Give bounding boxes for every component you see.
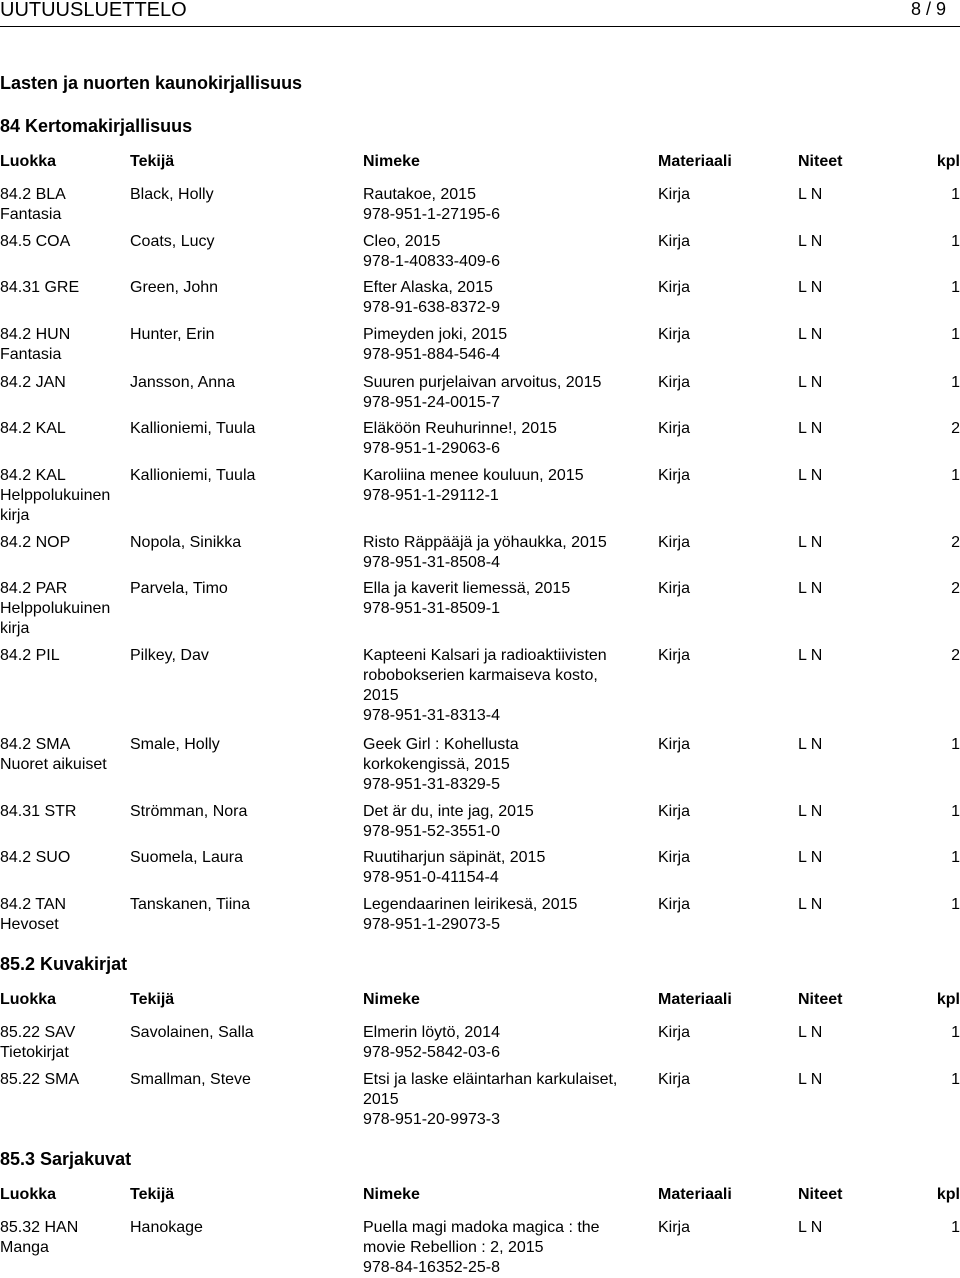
luokka-line: kirja [0, 620, 30, 637]
luokka-line: 85.32 HAN [0, 1219, 79, 1236]
cell-tekija: Strömman, Nora [130, 803, 248, 820]
luokka-line: 85.22 SMA [0, 1071, 80, 1088]
cell-luokka [0, 373, 128, 393]
column-header-kpl: kpl [936, 153, 960, 170]
cell-tekija: Parvela, Timo [130, 580, 228, 597]
cell-nimeke [363, 646, 653, 726]
luokka-line: Nuoret aikuiset [0, 756, 107, 773]
cell-luokka [0, 533, 128, 553]
cell-niteet: L N [798, 467, 823, 484]
table-row [0, 579, 960, 637]
table-row [0, 735, 960, 793]
cell-luokka [0, 419, 128, 439]
column-header-kpl: kpl [936, 1186, 960, 1203]
nimeke-line: 978-951-1-29073-5 [363, 916, 500, 933]
nimeke-line: 978-91-638-8372-9 [363, 299, 500, 316]
cell-niteet: L N [798, 736, 823, 753]
table-row [0, 1023, 960, 1061]
nimeke-line: 978-951-31-8313-4 [363, 707, 500, 724]
nimeke-line: korkokengissä, 2015 [363, 756, 510, 773]
luokka-line: 84.2 SUO [0, 849, 71, 866]
nimeke-line: Det är du, inte jag, 2015 [363, 803, 534, 820]
luokka-line: 84.5 COA [0, 233, 71, 250]
cell-tekija: Hunter, Erin [130, 326, 215, 343]
nimeke-line: 978-84-16352-25-8 [363, 1259, 500, 1276]
nimeke-line: Risto Räppääjä ja yöhaukka, 2015 [363, 534, 607, 551]
table-row [0, 419, 960, 457]
nimeke-line: 978-951-1-29112-1 [363, 487, 499, 504]
cell-nimeke [363, 895, 653, 935]
luokka-line: 84.2 KAL [0, 467, 66, 484]
table-row [0, 373, 960, 411]
cell-luokka [0, 278, 128, 298]
nimeke-line: Ella ja kaverit liemessä, 2015 [363, 580, 571, 597]
cell-kpl: 1 [951, 803, 960, 820]
table-row [0, 646, 960, 724]
cell-tekija: Coats, Lucy [130, 233, 215, 250]
cell-niteet: L N [798, 1219, 823, 1236]
section-title: 85.2 Kuvakirjat [0, 954, 128, 974]
nimeke-line: Suuren purjelaivan arvoitus, 2015 [363, 374, 602, 391]
column-header-luokka: Luokka [0, 1186, 57, 1203]
cell-kpl: 1 [951, 736, 960, 753]
luokka-line: 84.2 BLA [0, 186, 66, 203]
nimeke-line: Elmerin löytö, 2014 [363, 1024, 500, 1041]
nimeke-line: Cleo, 2015 [363, 233, 441, 250]
cell-niteet: L N [798, 534, 823, 551]
nimeke-line: 978-951-52-3551-0 [363, 823, 500, 840]
cell-niteet: L N [798, 233, 823, 250]
nimeke-line: Geek Girl : Kohellusta [363, 736, 519, 753]
cell-niteet: L N [798, 896, 823, 913]
nimeke-line: Eläköön Reuhurinne!, 2015 [363, 420, 557, 437]
luokka-line: 84.2 NOP [0, 534, 71, 551]
cell-materiaali: Kirja [658, 580, 691, 597]
cell-tekija: Smallman, Steve [130, 1071, 251, 1088]
nimeke-line: Efter Alaska, 2015 [363, 279, 493, 296]
luokka-line: 84.2 KAL [0, 420, 66, 437]
table-row [0, 848, 960, 886]
cell-materiaali: Kirja [658, 849, 691, 866]
cell-materiaali: Kirja [658, 534, 691, 551]
luokka-line: Tietokirjat [0, 1044, 69, 1061]
cell-materiaali: Kirja [658, 647, 691, 664]
luokka-line: 85.22 SAV [0, 1024, 76, 1041]
header-divider [0, 26, 960, 27]
cell-luokka [0, 1070, 128, 1090]
cell-niteet: L N [798, 279, 823, 296]
table-row [0, 185, 960, 223]
cell-nimeke [363, 533, 653, 573]
cell-kpl: 1 [951, 186, 960, 203]
cell-luokka [0, 802, 128, 822]
cell-kpl: 1 [951, 1219, 960, 1236]
cell-tekija: Jansson, Anna [130, 374, 235, 391]
cell-nimeke [363, 1023, 653, 1063]
page-number: 8 / 9 [910, 0, 946, 19]
column-header-tekija: Tekijä [130, 153, 175, 170]
cell-luokka [0, 232, 128, 252]
cell-niteet: L N [798, 647, 823, 664]
cell-materiaali: Kirja [658, 803, 691, 820]
cell-nimeke [363, 278, 653, 318]
cell-niteet: L N [798, 326, 823, 343]
cell-niteet: L N [798, 1071, 823, 1088]
cell-niteet: L N [798, 1024, 823, 1041]
luokka-line: 84.2 TAN [0, 896, 67, 913]
nimeke-line: 2015 [363, 1091, 399, 1108]
nimeke-line: 2015 [363, 687, 399, 704]
nimeke-line: 978-951-1-27195-6 [363, 206, 500, 223]
cell-nimeke [363, 1070, 653, 1130]
column-header-niteet: Niteet [798, 991, 843, 1008]
nimeke-line: movie Rebellion : 2, 2015 [363, 1239, 544, 1256]
cell-materiaali: Kirja [658, 186, 691, 203]
luokka-line: Helppolukuinen [0, 600, 111, 617]
nimeke-line: 978-951-20-9973-3 [363, 1111, 500, 1128]
luokka-line: 84.31 STR [0, 803, 77, 820]
cell-luokka [0, 325, 128, 365]
nimeke-line: Etsi ja laske eläintarhan karkulaiset, [363, 1071, 618, 1088]
cell-nimeke [363, 802, 653, 842]
cell-tekija: Kallioniemi, Tuula [130, 467, 256, 484]
cell-niteet: L N [798, 580, 823, 597]
luokka-line: Hevoset [0, 916, 59, 933]
luokka-line: 84.2 HUN [0, 326, 71, 343]
cell-kpl: 2 [951, 580, 960, 597]
cell-kpl: 1 [951, 326, 960, 343]
cell-nimeke [363, 373, 653, 413]
nimeke-line: 978-951-0-41154-4 [363, 869, 499, 886]
nimeke-line: 978-951-31-8508-4 [363, 554, 500, 571]
cell-luokka [0, 1023, 128, 1063]
cell-materiaali: Kirja [658, 420, 691, 437]
luokka-line: Fantasia [0, 346, 62, 363]
column-header-materiaali: Materiaali [658, 153, 732, 170]
cell-niteet: L N [798, 420, 823, 437]
cell-nimeke [363, 419, 653, 459]
column-header-materiaali: Materiaali [658, 1186, 732, 1203]
nimeke-line: 978-1-40833-409-6 [363, 253, 500, 270]
column-header-tekija: Tekijä [130, 991, 175, 1008]
nimeke-line: 978-951-884-546-4 [363, 346, 500, 363]
cell-nimeke [363, 735, 653, 795]
luokka-line: Helppolukuinen [0, 487, 111, 504]
luokka-line: 84.2 JAN [0, 374, 66, 391]
cell-niteet: L N [798, 803, 823, 820]
table-row [0, 232, 960, 270]
luokka-line: Manga [0, 1239, 49, 1256]
luokka-line: 84.2 PAR [0, 580, 68, 597]
cell-materiaali: Kirja [658, 233, 691, 250]
nimeke-line: Pimeyden joki, 2015 [363, 326, 508, 343]
cell-luokka [0, 646, 128, 666]
cell-tekija: Pilkey, Dav [130, 647, 209, 664]
cell-materiaali: Kirja [658, 1219, 691, 1236]
table-row [0, 1218, 960, 1276]
nimeke-line: Puella magi madoka magica : the [363, 1219, 600, 1236]
cell-nimeke [363, 232, 653, 272]
cell-luokka [0, 735, 128, 775]
cell-kpl: 2 [951, 534, 960, 551]
cell-tekija: Smale, Holly [130, 736, 220, 753]
cell-nimeke [363, 466, 653, 506]
cell-niteet: L N [798, 374, 823, 391]
cell-kpl: 1 [951, 1071, 960, 1088]
cell-materiaali: Kirja [658, 736, 691, 753]
nimeke-line: robobokserien karmaiseva kosto, [363, 667, 598, 684]
cell-kpl: 1 [951, 849, 960, 866]
cell-kpl: 1 [951, 467, 960, 484]
column-header-niteet: Niteet [798, 1186, 843, 1203]
column-header-luokka: Luokka [0, 153, 57, 170]
cell-tekija: Nopola, Sinikka [130, 534, 242, 551]
section-title: 85.3 Sarjakuvat [0, 1149, 132, 1169]
luokka-line: Fantasia [0, 206, 62, 223]
cell-nimeke [363, 848, 653, 888]
cell-kpl: 1 [951, 896, 960, 913]
cell-tekija: Hanokage [130, 1219, 203, 1236]
cell-materiaali: Kirja [658, 1071, 691, 1088]
cell-luokka [0, 185, 128, 225]
nimeke-line: Rautakoe, 2015 [363, 186, 476, 203]
cell-kpl: 2 [951, 420, 960, 437]
column-header-kpl: kpl [936, 991, 960, 1008]
cell-kpl: 2 [951, 647, 960, 664]
cell-nimeke [363, 1218, 653, 1278]
column-header-materiaali: Materiaali [658, 991, 732, 1008]
cell-niteet: L N [798, 849, 823, 866]
table-row [0, 1070, 960, 1128]
nimeke-line: 978-951-24-0015-7 [363, 394, 500, 411]
cell-materiaali: Kirja [658, 1024, 691, 1041]
nimeke-line: Kapteeni Kalsari ja radioaktiivisten [363, 647, 607, 664]
cell-materiaali: Kirja [658, 279, 691, 296]
cell-tekija: Green, John [130, 279, 219, 296]
cell-tekija: Suomela, Laura [130, 849, 243, 866]
luokka-line: kirja [0, 507, 30, 524]
cell-materiaali: Kirja [658, 326, 691, 343]
cell-tekija: Kallioniemi, Tuula [130, 420, 256, 437]
table-row [0, 895, 960, 933]
nimeke-line: Ruutiharjun säpinät, 2015 [363, 849, 546, 866]
cell-kpl: 1 [951, 1024, 960, 1041]
nimeke-line: Karoliina menee kouluun, 2015 [363, 467, 584, 484]
nimeke-line: 978-951-31-8329-5 [363, 776, 500, 793]
luokka-line: 84.31 GRE [0, 279, 80, 296]
luokka-line: 84.2 PIL [0, 647, 60, 664]
nimeke-line: 978-951-31-8509-1 [363, 600, 500, 617]
cell-kpl: 1 [951, 279, 960, 296]
cell-luokka [0, 466, 128, 526]
cell-tekija: Black, Holly [130, 186, 214, 203]
cell-materiaali: Kirja [658, 896, 691, 913]
nimeke-line: Legendaarinen leirikesä, 2015 [363, 896, 578, 913]
cell-tekija: Savolainen, Salla [130, 1024, 254, 1041]
cell-kpl: 1 [951, 233, 960, 250]
cell-nimeke [363, 185, 653, 225]
cell-nimeke [363, 579, 653, 619]
column-header-nimeke: Nimeke [363, 991, 420, 1008]
table-row [0, 533, 960, 571]
cell-niteet: L N [798, 186, 823, 203]
cell-kpl: 1 [951, 374, 960, 391]
cell-nimeke [363, 325, 653, 365]
cell-luokka [0, 848, 128, 868]
column-header-luokka: Luokka [0, 991, 57, 1008]
cell-luokka [0, 895, 128, 935]
nimeke-line: 978-952-5842-03-6 [363, 1044, 500, 1061]
column-header-nimeke: Nimeke [363, 153, 420, 170]
table-row [0, 466, 960, 524]
section-title: 84 Kertomakirjallisuus [0, 116, 193, 136]
column-header-niteet: Niteet [798, 153, 843, 170]
table-row [0, 802, 960, 840]
cell-materiaali: Kirja [658, 374, 691, 391]
table-row [0, 278, 960, 316]
column-header-nimeke: Nimeke [363, 1186, 420, 1203]
cell-tekija: Tanskanen, Tiina [130, 896, 251, 913]
table-row [0, 325, 960, 363]
luokka-line: 84.2 SMA [0, 736, 71, 753]
cell-materiaali: Kirja [658, 467, 691, 484]
column-header-tekija: Tekijä [130, 1186, 175, 1203]
main-heading: Lasten ja nuorten kaunokirjallisuus [0, 73, 303, 93]
catalog-title: UUTUUSLUETTELO [0, 0, 187, 21]
cell-luokka [0, 579, 128, 639]
cell-luokka [0, 1218, 128, 1258]
nimeke-line: 978-951-1-29063-6 [363, 440, 500, 457]
